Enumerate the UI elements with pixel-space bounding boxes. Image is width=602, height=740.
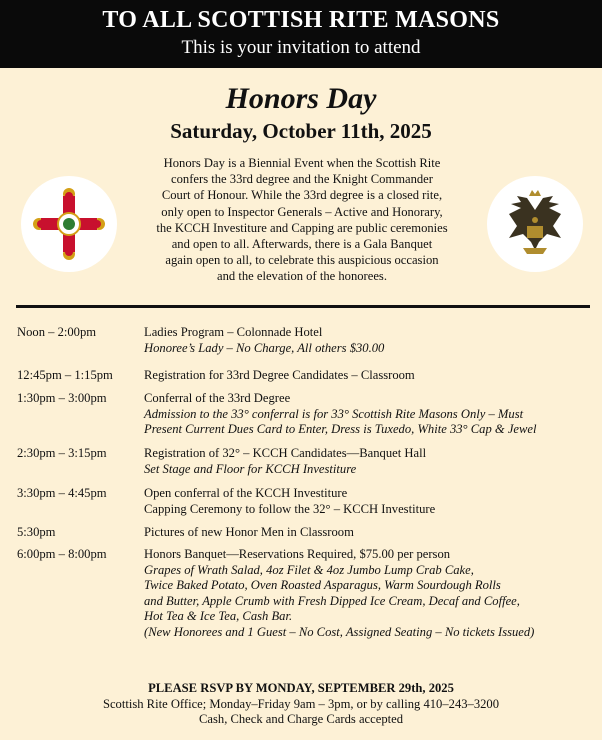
schedule-line: Registration for 33rd Degree Candidates – Classroom — [144, 368, 415, 382]
schedule-line: Open conferral of the KCCH Investiture — [144, 486, 348, 500]
payment-methods: Cash, Check and Charge Cards accepted — [199, 712, 403, 727]
schedule-line: Grapes of Wrath Salad, 4oz Filet & 4oz Jumbo Lump Crab Cake, — [144, 562, 474, 577]
eagle-icon — [487, 176, 583, 272]
schedule-time: 2:30pm – 3:15pm — [17, 446, 107, 460]
red-cross-emblem — [21, 176, 117, 272]
schedule-line: Conferral of the 33rd Degree — [144, 391, 291, 405]
intro-line: the KCCH Investiture and Capping are public ceremonies — [156, 220, 448, 235]
schedule-time: Noon – 2:00pm — [17, 325, 97, 339]
schedule-line: Honors Banquet—Reservations Required, $75.00 per person — [144, 547, 451, 561]
rsvp-contact: Scottish Rite Office; Monday–Friday 9am – 3pm, or by calling 410–243–3200 — [102, 696, 500, 711]
intro-line: again open to all, to celebrate this auspicious occasion — [165, 253, 439, 268]
schedule-details — [144, 446, 592, 477]
schedule-time: 5:30pm — [17, 525, 56, 539]
section-divider — [16, 305, 590, 308]
schedule-line: Twice Baked Potato, Oven Roasted Asparagus, Warm Sourdough Rolls — [144, 578, 501, 593]
header-subtitle: This is your invitation to attend — [181, 37, 421, 58]
header-title: TO ALL SCOTTISH RITE MASONS — [102, 7, 500, 33]
double-headed-eagle-emblem — [487, 176, 583, 272]
schedule-line: Honoree’s Lady – No Charge, All others $30.00 — [144, 340, 385, 355]
schedule-details — [144, 547, 592, 641]
schedule-details — [144, 391, 592, 438]
schedule-time: 12:45pm – 1:15pm — [17, 368, 113, 382]
event-date: Saturday, October 11th, 2025 — [170, 119, 432, 143]
intro-line: Court of Honour. While the 33rd degree is a closed rite, — [161, 188, 443, 203]
schedule-details — [144, 525, 592, 541]
schedule-line: Admission to the 33° conferral is for 33° Scottish Rite Masons Only – Must — [144, 406, 524, 421]
schedule-time: 1:30pm – 3:00pm — [17, 391, 107, 405]
event-intro — [128, 155, 476, 285]
schedule-line: Pictures of new Honor Men in Classroom — [144, 525, 354, 539]
schedule-line: Hot Tea & Ice Tea, Cash Bar. — [144, 609, 293, 624]
event-title: Honors Day — [225, 82, 377, 115]
schedule-line: (New Honorees and 1 Guest – No Cost, Assigned Seating – No tickets Issued) — [144, 624, 535, 639]
rsvp-deadline: PLEASE RSVP BY MONDAY, SEPTEMBER 29th, 2025 — [148, 681, 454, 695]
schedule-line: Registration of 32° – KCCH Candidates—Banquet Hall — [144, 446, 427, 460]
schedule-time: 3:30pm – 4:45pm — [17, 486, 107, 500]
intro-line: and open to all. Afterwards, there is a Gala Banquet — [171, 237, 433, 252]
schedule-details — [144, 368, 592, 384]
intro-line: confers the 33rd degree and the Knight Commander — [171, 172, 433, 187]
rsvp-footer — [0, 681, 602, 728]
schedule-line: and Butter, Apple Crumb with Fresh Dipped Ice Cream, Decaf and Coffee, — [144, 593, 520, 608]
intro-line: only open to Inspector Generals – Active and Honorary, — [161, 204, 443, 219]
schedule-line: Capping Ceremony to follow the 32° – KCCH Investiture — [144, 501, 436, 516]
schedule-line: Present Current Dues Card to Enter, Dress is Tuxedo, White 33° Cap & Jewel — [144, 422, 537, 437]
schedule-line: Ladies Program – Colonnade Hotel — [144, 325, 323, 339]
header-banner — [0, 0, 602, 68]
schedule-time: 6:00pm – 8:00pm — [17, 547, 107, 561]
schedule-details — [144, 325, 592, 356]
schedule-details — [144, 486, 592, 517]
intro-line: Honors Day is a Biennial Event when the Scottish Rite — [163, 156, 441, 170]
intro-line: and the elevation of the honorees. — [217, 269, 387, 284]
red-cross-icon — [21, 176, 117, 272]
schedule-line: Set Stage and Floor for KCCH Investiture — [144, 461, 357, 476]
